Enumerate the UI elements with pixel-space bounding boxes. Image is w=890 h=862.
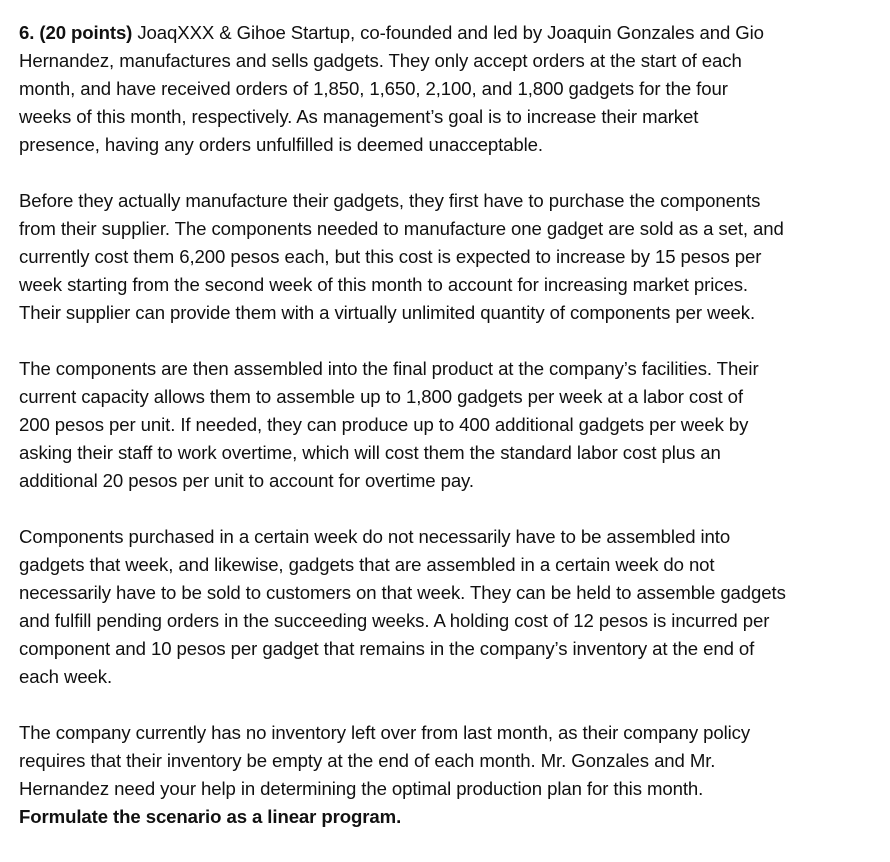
text-line: Their supplier can provide them with a virtually unlimited quantity of components per week. — [19, 302, 756, 323]
text-line: necessarily have to be sold to customers on that week. They can be held to assemble gadgets — [19, 582, 786, 603]
text-line: Hernandez need your help in determining the optimal production plan for this month. — [19, 778, 704, 799]
text-line: 200 pesos per unit. If needed, they can produce up to 400 additional gadgets per week by — [19, 414, 749, 435]
paragraph-inventory — [19, 523, 879, 691]
text-line: each week. — [19, 666, 113, 687]
text-line: additional 20 pesos per unit to account for overtime pay. — [19, 470, 474, 491]
paragraph-assembly — [19, 355, 879, 495]
text-line: The components are then assembled into the final product at the company’s facilities. Their — [19, 358, 759, 379]
text-line: Before they actually manufacture their gadgets, they first have to purchase the components — [19, 190, 761, 211]
paragraph-intro — [19, 19, 879, 159]
text-line: and fulfill pending orders in the succeeding weeks. A holding cost of 12 pesos is incurred per — [19, 610, 770, 631]
text-line: weeks of this month, respectively. As management’s goal is to increase their market — [19, 106, 699, 127]
text-line: gadgets that week, and likewise, gadgets that are assembled in a certain week do not — [19, 554, 715, 575]
text-line: week starting from the second week of this month to account for increasing market prices. — [19, 274, 748, 295]
text-line: asking their staff to work overtime, which will cost them the standard labor cost plus an — [19, 442, 721, 463]
text-line: requires that their inventory be empty at the end of each month. Mr. Gonzales and Mr. — [19, 750, 716, 771]
problem-number-label: 6. (20 points) — [19, 22, 133, 43]
paragraph-components — [19, 187, 879, 327]
problem-document — [19, 19, 879, 859]
instruction-text: Formulate the scenario as a linear program. — [19, 806, 402, 827]
text-line: presence, having any orders unfulfilled is deemed unacceptable. — [19, 134, 543, 155]
text-line: current capacity allows them to assemble up to 1,800 gadgets per week at a labor cost of — [19, 386, 743, 407]
text-line: The company currently has no inventory left over from last month, as their company policy — [19, 722, 751, 743]
paragraph-policy — [19, 719, 879, 831]
text-line — [19, 19, 879, 47]
text-line: from their supplier. The components needed to manufacture one gadget are sold as a set, and — [19, 218, 784, 239]
text-segment: JoaqXXX & Gihoe Startup, co-founded and led by Joaquin Gonzales and Gio — [132, 22, 764, 43]
text-line: component and 10 pesos per gadget that remains in the company’s inventory at the end of — [19, 638, 755, 659]
text-line: month, and have received orders of 1,850, 1,650, 2,100, and 1,800 gadgets for the four — [19, 78, 728, 99]
text-line: currently cost them 6,200 pesos each, but this cost is expected to increase by 15 pesos per — [19, 246, 762, 267]
text-line: Components purchased in a certain week do not necessarily have to be assembled into — [19, 526, 731, 547]
text-line: Hernandez, manufactures and sells gadgets. They only accept orders at the start of each — [19, 50, 742, 71]
